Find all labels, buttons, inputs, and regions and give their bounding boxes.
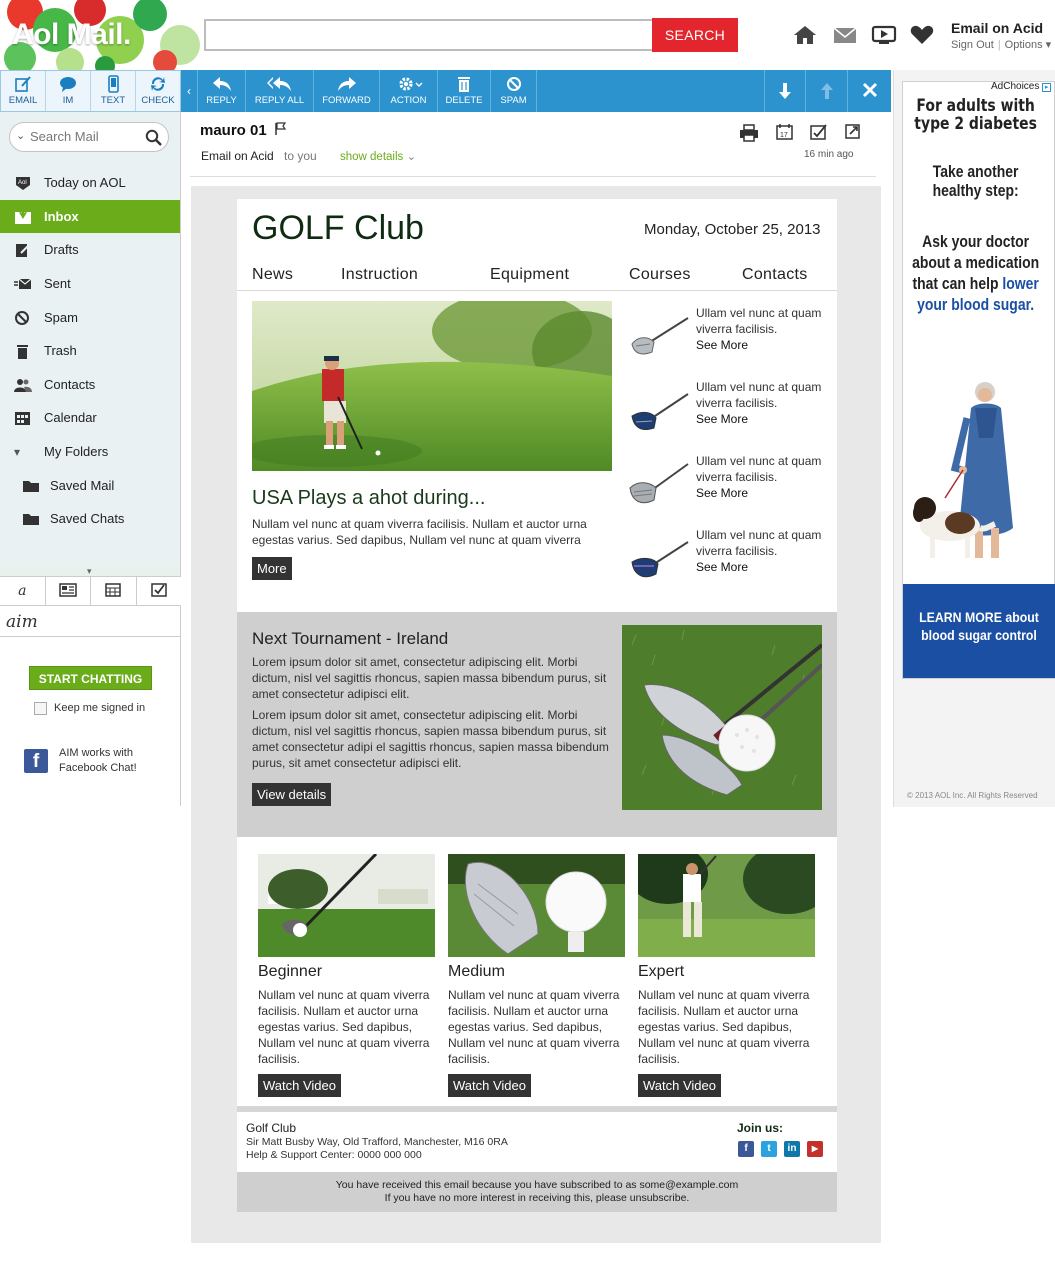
- ad-body-text: Ask your doctor about a medication that can help: [912, 232, 1040, 293]
- view-details-button[interactable]: View details: [252, 783, 331, 806]
- level-title-expert: Expert: [638, 963, 685, 980]
- drafts-icon: [14, 242, 32, 258]
- delete-label: DELETE: [445, 95, 483, 106]
- newspaper-icon: [59, 583, 77, 597]
- aim-tabs: [0, 576, 181, 606]
- sidebar-item-saved-mail[interactable]: [0, 469, 180, 502]
- close-message-button[interactable]: [848, 70, 891, 112]
- sidebar-item-saved-chats[interactable]: [0, 502, 180, 535]
- facebook-chat-text: AIM works with Facebook Chat!: [59, 747, 137, 774]
- see-more-link[interactable]: See More: [696, 560, 749, 574]
- close-icon: [862, 82, 878, 98]
- forward-button[interactable]: [314, 70, 380, 112]
- email-subject-text: mauro 01: [200, 122, 267, 139]
- sidebar-item-trash[interactable]: [0, 334, 180, 367]
- medium-image: [448, 854, 625, 957]
- calendar-icon: [105, 583, 121, 597]
- aol-icon: [14, 175, 32, 191]
- footer-club-name: Golf Club: [246, 1121, 297, 1135]
- ad-woman-dog-image: [905, 378, 1055, 583]
- spam-icon: [506, 76, 522, 92]
- im-button[interactable]: [46, 71, 91, 111]
- reply-all-label: REPLY ALL: [254, 95, 305, 106]
- sidebar-item-spam[interactable]: [0, 301, 180, 334]
- text-label: TEXT: [100, 95, 126, 106]
- sidebar-item-label: My Folders: [44, 444, 109, 459]
- aim-divider: [0, 636, 181, 637]
- forward-label: FORWARD: [322, 95, 371, 106]
- sidebar-item-label: Saved Chats: [50, 511, 125, 526]
- email-timestamp: 16 min ago: [804, 149, 854, 160]
- hero-more-button[interactable]: More: [252, 557, 292, 580]
- join-us-label: Join us:: [737, 1121, 784, 1135]
- adchoices-label: AdChoices: [991, 81, 1040, 92]
- check-mail-button[interactable]: [136, 71, 180, 111]
- golf-wedge-image: [628, 388, 690, 438]
- forward-icon: [337, 76, 357, 92]
- inbox-icon: [14, 209, 32, 225]
- hero-golfer-image: [252, 301, 612, 471]
- nav-instruction[interactable]: Instruction: [341, 266, 419, 283]
- linkedin-icon[interactable]: in: [784, 1141, 800, 1157]
- nav-news[interactable]: News: [252, 266, 294, 283]
- email-compose-button[interactable]: [1, 71, 46, 111]
- tab-calendar[interactable]: [91, 577, 137, 605]
- search-icon[interactable]: [145, 129, 163, 147]
- email-header-divider: [190, 176, 876, 177]
- subscription-notice: You have received this email because you have subscribed to as some@example.com: [335, 1179, 739, 1191]
- sidebar-item-inbox[interactable]: [0, 200, 180, 233]
- club-description: Ullam vel nunc at quam viverra facilisis.: [696, 454, 822, 484]
- tab-tasks[interactable]: [137, 577, 182, 605]
- reply-label: REPLY: [206, 95, 237, 106]
- watch-video-button-medium[interactable]: Watch Video: [448, 1074, 531, 1097]
- level-title-beginner: Beginner: [258, 963, 323, 980]
- aim-logo: aim: [6, 612, 38, 632]
- sidebar-item-label: Today on AOL: [44, 175, 126, 190]
- club-item-2: [696, 379, 826, 427]
- print-icon[interactable]: [739, 124, 759, 142]
- see-more-link[interactable]: See More: [696, 338, 749, 352]
- sidebar-item-calendar[interactable]: [0, 401, 180, 434]
- sidebar-item-label: Calendar: [44, 410, 97, 425]
- see-more-link[interactable]: See More: [696, 412, 749, 426]
- sidebar-item-contacts[interactable]: [0, 368, 180, 401]
- reply-button[interactable]: [198, 70, 246, 112]
- chevron-down-icon[interactable]: ▾: [14, 445, 21, 459]
- show-details-label: show details: [340, 151, 404, 163]
- youtube-icon[interactable]: ▶: [807, 1141, 823, 1157]
- search-button[interactable]: SEARCH: [652, 18, 738, 52]
- footer-address-line: Sir Matt Busby Way, Old Trafford, Manchester, M16 0RA: [246, 1136, 508, 1148]
- mail-icon[interactable]: [832, 24, 858, 46]
- sent-icon: [14, 276, 32, 292]
- tournament-title: Next Tournament - Ireland: [252, 629, 449, 648]
- ad-subheadline: Take another healthy step:: [932, 162, 1019, 200]
- chevron-down-icon[interactable]: ▾: [1045, 39, 1052, 51]
- facebook-icon: f: [24, 749, 48, 773]
- options-link[interactable]: Options: [1004, 39, 1043, 51]
- sidebar-item-label: Trash: [44, 343, 77, 358]
- nav-equipment[interactable]: Equipment: [490, 266, 570, 283]
- club-item-1: [696, 305, 826, 353]
- folder-icon: [22, 511, 40, 527]
- video-icon[interactable]: [871, 24, 897, 46]
- ad-body: [909, 231, 1042, 315]
- collapse-chevron-icon[interactable]: ▾: [87, 566, 92, 576]
- compose-icon: [14, 75, 32, 93]
- sidebar-item-label: Sent: [44, 276, 71, 291]
- chat-bubble-icon: [59, 75, 77, 93]
- sidebar-item-label: Saved Mail: [50, 478, 115, 493]
- quick-actions: [0, 70, 181, 112]
- heart-icon[interactable]: [909, 24, 935, 46]
- checkbox-icon: [151, 583, 167, 597]
- reply-icon: [212, 76, 232, 92]
- newsletter-title: GOLF Club: [252, 209, 424, 247]
- spam-button[interactable]: [491, 70, 537, 112]
- check-label: CHECK: [141, 95, 175, 106]
- level-text-medium: Nullam vel nunc at quam viverra facilisis. Nullam et auctor urna egestas varius. Sed dapibus, Nullam vel nunc at quam viverra facilisis.: [448, 988, 620, 1066]
- tab-aim[interactable]: a: [0, 577, 46, 605]
- contacts-icon: [14, 377, 32, 393]
- chevron-down-icon: ⌄: [406, 151, 417, 163]
- tournament-paragraph-2: Lorem ipsum dolor sit amet, consectetur adipiscing elit. Morbi dictum, nisl vel sagittis rhoncus, sapien massa bibendum purus, sit amet consectetur adipi el sagittis rhoncus, sapien massa bibendum purus, sit amet consectetur adipisci elit.: [252, 708, 609, 770]
- level-text-beginner: Nullam vel nunc at quam viverra facilisis. Nullam et auctor urna egestas varius. Sed dapibus, Nullam vel nunc at quam viverra facilisis.: [258, 988, 430, 1066]
- previous-message-button[interactable]: [806, 70, 848, 112]
- reply-all-button[interactable]: [246, 70, 314, 112]
- start-chatting-button[interactable]: START CHATTING: [29, 666, 152, 690]
- phone-icon: [104, 75, 122, 93]
- trash-icon: [456, 76, 472, 92]
- tournament-paragraph-1: Lorem ipsum dolor sit amet, consectetur adipiscing elit. Morbi dictum, nisl vel sagittis rhoncus, sapien massa bibendum purus, sit amet consectetur adipisci elit.: [252, 655, 607, 701]
- nav-contacts[interactable]: Contacts: [742, 266, 808, 283]
- club-description: Ullam vel nunc at quam viverra facilisis.: [696, 306, 822, 336]
- sidebar-item-label: Contacts: [44, 377, 96, 392]
- next-message-button[interactable]: [764, 70, 806, 112]
- sidebar-item-sent[interactable]: [0, 267, 180, 300]
- hero-text: Nullam vel nunc at quam viverra facilisis. Nullam et auctor urna egestas varius. Sed dapibus, Nullam vel nunc at quam viverra: [252, 517, 587, 547]
- golf-iron-image: [628, 462, 690, 512]
- home-icon[interactable]: [792, 24, 818, 46]
- nav-divider: [237, 290, 837, 291]
- unsubscribe-notice[interactable]: If you have no more interest in receiving this, please unsubscribe.: [384, 1192, 690, 1204]
- spam-icon: [14, 310, 32, 326]
- footer-notice: [237, 1179, 837, 1205]
- club-item-3: [696, 453, 826, 501]
- aol-copyright: © 2013 AOL Inc. All Rights Reserved: [907, 791, 1038, 800]
- arrow-down-icon: [777, 82, 793, 100]
- spam-label: SPAM: [500, 95, 527, 106]
- sidebar-item-label: Inbox: [44, 209, 79, 224]
- trash-icon: [14, 343, 32, 359]
- ad-learn-more-button[interactable]: [903, 584, 1055, 678]
- reply-all-icon: [267, 76, 293, 92]
- ad-cta-label: LEARN MORE about blood sugar control: [919, 609, 1039, 643]
- text-button[interactable]: [91, 71, 136, 111]
- club-description: Ullam vel nunc at quam viverra facilisis.: [696, 528, 822, 558]
- action-label: ACTION: [390, 95, 427, 106]
- arrow-up-icon: [819, 82, 835, 100]
- watch-video-button-beginner[interactable]: Watch Video: [258, 1074, 341, 1097]
- adchoices-link[interactable]: [991, 81, 1051, 92]
- collapse-left-icon[interactable]: ‹: [181, 70, 198, 112]
- email-sender[interactable]: Email on Acid: [201, 149, 274, 163]
- sidebar-item-my-folders[interactable]: [0, 435, 180, 468]
- watch-video-button-expert[interactable]: Watch Video: [638, 1074, 721, 1097]
- calendar-icon: [14, 410, 32, 426]
- facebook-icon[interactable]: f: [738, 1141, 754, 1157]
- sidebar-item-label: Drafts: [44, 242, 79, 257]
- aol-mail-logo[interactable]: Aol Mail.: [12, 18, 131, 51]
- svg-text:17: 17: [780, 132, 788, 139]
- tab-news[interactable]: [46, 577, 92, 605]
- add-to-calendar-icon[interactable]: [775, 123, 795, 141]
- im-label: IM: [62, 95, 74, 106]
- footer-separator: [237, 1106, 837, 1112]
- footer-address: [246, 1136, 508, 1162]
- hero-headline[interactable]: USA Plays a ahot during...: [252, 487, 486, 509]
- newsletter-date: Monday, October 25, 2013: [644, 221, 821, 238]
- golf-iron-image: [628, 314, 690, 364]
- expert-image: [638, 854, 815, 957]
- sign-out-link[interactable]: Sign Out: [951, 39, 994, 51]
- club-item-4: [696, 527, 826, 575]
- svg-text:Aol: Aol: [18, 180, 27, 186]
- adchoices-icon: ▸: [1042, 83, 1051, 92]
- beginner-image: [258, 854, 435, 957]
- level-text-expert: Nullam vel nunc at quam viverra facilisis. Nullam et auctor urna egestas varius. Sed dapibus, Nullam vel nunc at quam viverra facilisis.: [638, 988, 810, 1066]
- add-task-icon[interactable]: [809, 123, 829, 141]
- show-details-link[interactable]: [340, 149, 416, 163]
- ad-headline: For adults with type 2 diabetes: [914, 96, 1037, 134]
- level-title-medium: Medium: [448, 963, 505, 980]
- email-subject: [200, 122, 287, 139]
- club-description: Ullam vel nunc at quam viverra facilisis.: [696, 380, 822, 410]
- gear-icon: [395, 76, 423, 92]
- search-input[interactable]: [204, 19, 654, 51]
- delete-button[interactable]: [438, 70, 491, 112]
- keep-signed-in-label: Keep me signed in: [54, 702, 146, 714]
- footer-support-line: Help & Support Center: 0000 000 000: [246, 1149, 422, 1161]
- nav-courses[interactable]: Courses: [629, 266, 691, 283]
- twitter-icon[interactable]: t: [761, 1141, 777, 1157]
- sidebar-item-label: Spam: [44, 310, 78, 325]
- ad-body-highlight: lower your blood sugar.: [917, 274, 1039, 314]
- refresh-icon: [149, 75, 167, 93]
- sidebar-item-drafts[interactable]: [0, 233, 180, 266]
- golf-driver-image: [628, 536, 690, 586]
- action-button[interactable]: [380, 70, 438, 112]
- email-compose-label: EMAIL: [8, 95, 38, 106]
- chevron-down-icon[interactable]: ⌄: [16, 130, 26, 142]
- sidebar-item-today-on-aol[interactable]: [0, 166, 180, 199]
- keep-signed-in-checkbox[interactable]: [34, 702, 47, 715]
- account-name: Email on Acid: [951, 20, 1044, 36]
- flag-icon[interactable]: [275, 122, 287, 136]
- folder-icon: [22, 478, 40, 494]
- golf-ball-clubs-image: [622, 625, 822, 810]
- account-links: Sign Out | Options ▾: [951, 39, 1052, 51]
- email-recipient: to you: [284, 149, 317, 163]
- see-more-link[interactable]: See More: [696, 486, 749, 500]
- pop-out-icon[interactable]: [845, 124, 861, 140]
- search-mail-placeholder: Search Mail: [30, 129, 99, 144]
